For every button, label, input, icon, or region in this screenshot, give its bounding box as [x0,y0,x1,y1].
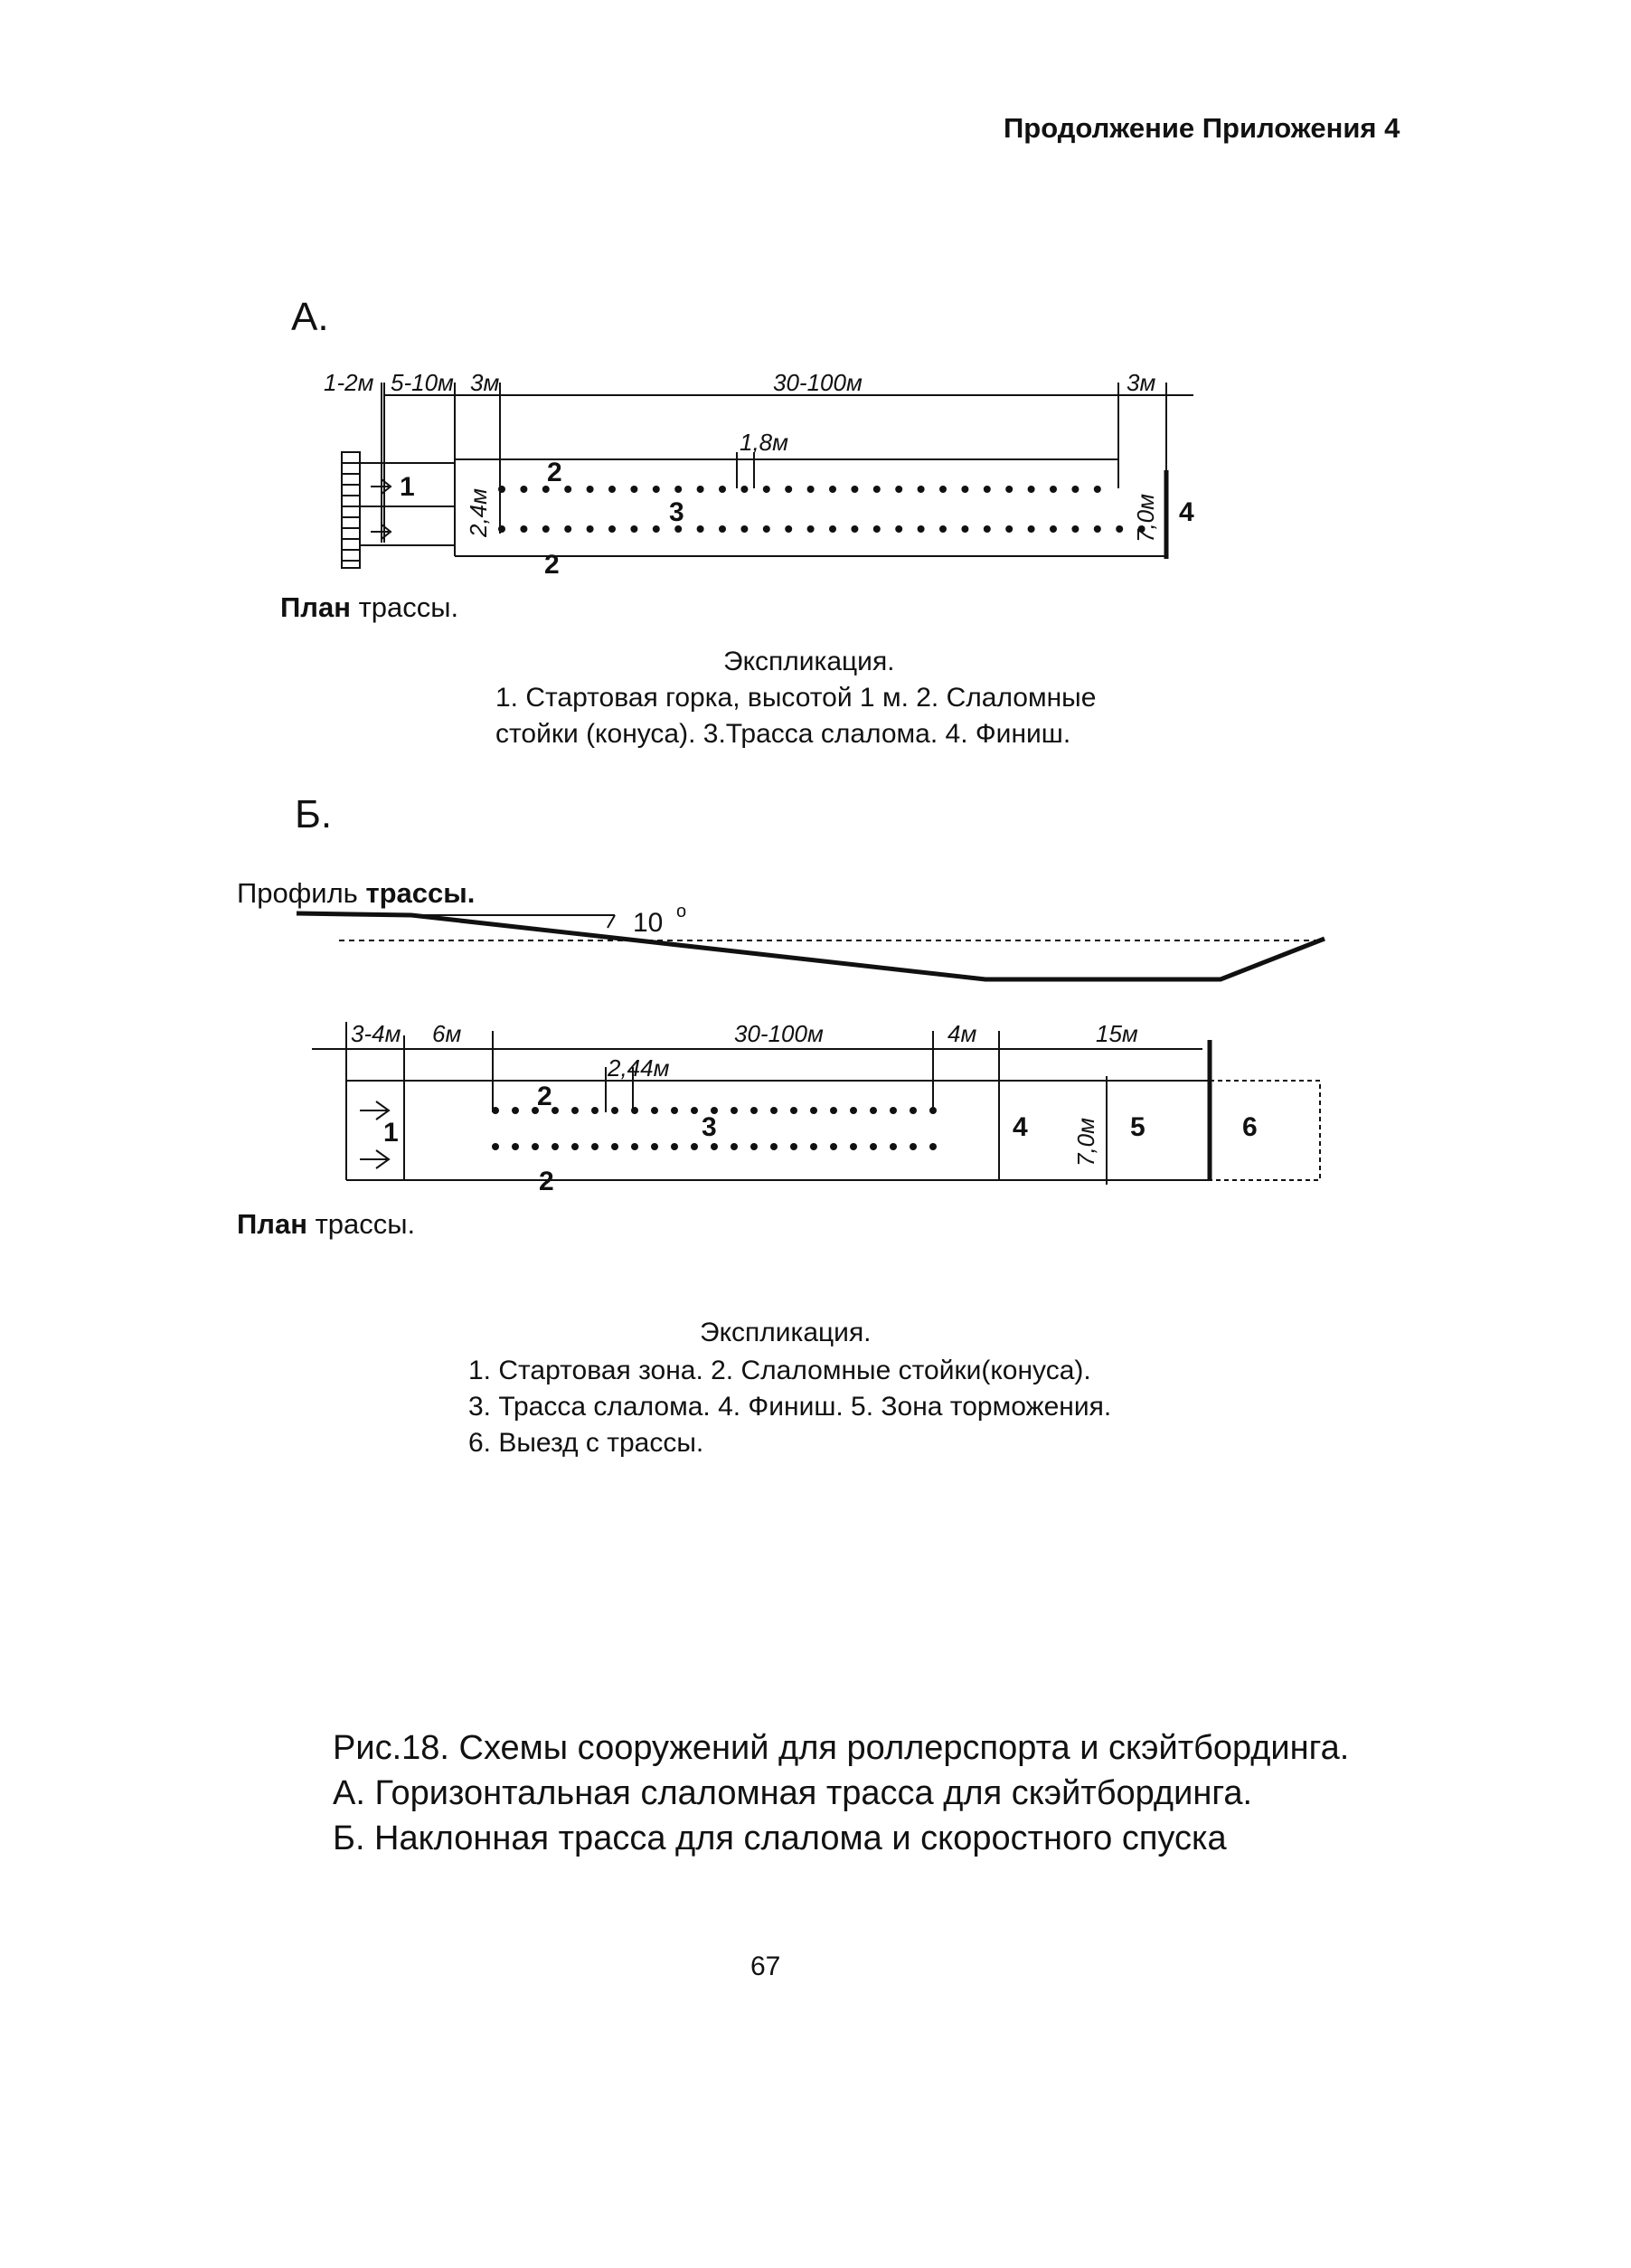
explication-line-a-2: стойки (конуса). 3.Трасса слалома. 4. Финиш. [495,719,1071,749]
plan-caption-a: План трассы. [280,591,459,623]
cone-dot [810,1107,817,1114]
explication-title-a: Экспликация. [723,647,895,676]
dim-step-b: 2,44м [608,1054,670,1082]
cone-dot [870,1107,877,1114]
start-arrow-icon [360,1150,389,1168]
cone-dot [532,1143,539,1150]
cone-dot [770,1143,778,1150]
label-2-bottom-a: 2 [544,550,560,580]
dim-step-a: 1,8м [740,429,788,456]
section-a-label: А. [291,295,329,339]
cone-dot [552,1143,559,1150]
cone-dot [492,1107,499,1114]
cone-dot [591,1107,599,1114]
cone-dot [750,1107,758,1114]
section-b-label: Б. [295,792,333,836]
cone-dot [611,1143,618,1150]
dim-gap-b: 4м [947,1020,977,1047]
angle-value: 10 [633,908,664,938]
cone-dot [552,1107,559,1114]
figure-caption [333,1725,1349,1861]
cone-dot [910,1107,917,1114]
profile-line [297,913,1325,979]
cone-dot [790,1107,797,1114]
figure-caption-line-3: Б. Наклонная трасса для слалома и скоростного спуска [333,1819,1227,1857]
explication-title-b: Экспликация. [700,1318,872,1347]
start-arrow-icon [360,1101,389,1120]
cone-dot [651,1143,658,1150]
cone-dot [890,1143,897,1150]
cone-dot [631,1107,638,1114]
plan-caption-b: План трассы. [237,1208,416,1240]
cone-dot [929,1107,937,1114]
cone-dot [750,1143,758,1150]
dim-width-a: 2,4м [465,488,492,537]
cone-dot [492,1143,499,1150]
label-5-b: 5 [1130,1112,1145,1142]
explication-line-b-3: 6. Выезд с трассы. [468,1428,704,1458]
cone-dot [631,1143,638,1150]
cone-dot [671,1143,678,1150]
cone-dot [591,1143,599,1150]
cone-dot [571,1107,579,1114]
figure-caption-line-2: А. Горизонтальная слаломная трасса для скэйтбординга. [333,1774,1253,1812]
label-2-top-a: 2 [547,458,562,487]
appendix-header: Продолжение Приложения 4 [1004,112,1400,144]
dim-finish-width-b: 7,0м [1072,1118,1099,1167]
cone-row-bottom-b [492,1143,937,1150]
angle-unit: o [676,902,687,921]
dim-start-b: 3-4м [351,1020,401,1047]
cone-dot [810,1143,817,1150]
cone-dot [830,1143,837,1150]
cone-dot [611,1107,618,1114]
cone-dot [671,1107,678,1114]
dim-run-a: 5-10м [391,369,454,396]
dim-start-a: 1-2м [324,369,374,396]
profile-caption-b: Профиль трассы. [237,877,476,909]
label-3-a: 3 [669,497,684,527]
dim-end-a: 3м [1127,369,1156,396]
cone-dot [910,1143,917,1150]
page-number: 67 [750,1951,781,1981]
cone-dot [890,1107,897,1114]
exit-zone-outline [1210,1081,1320,1180]
label-1-b: 1 [383,1118,399,1148]
dim-run-b: 6м [432,1020,462,1047]
cone-dot [512,1143,519,1150]
cone-dot [512,1107,519,1114]
cone-dot [731,1107,738,1114]
figure-caption-line-1: Рис.18. Схемы сооружений для роллерспорта и скэйтбординга. [333,1729,1350,1767]
cone-dot [731,1143,738,1150]
cone-dot [651,1107,658,1114]
cone-dot [929,1143,937,1150]
cone-dot [691,1107,698,1114]
dim-finish-width-a: 7,0м [1132,494,1159,543]
label-3-b: 3 [702,1112,717,1142]
cone-dot [870,1143,877,1150]
label-2-bottom-b: 2 [539,1167,554,1196]
cone-dot [850,1107,857,1114]
label-6-b: 6 [1242,1112,1258,1142]
profile-drawing [297,913,1325,979]
cone-dot [790,1143,797,1150]
explication-line-a-1: 1. Стартовая горка, высотой 1 м. 2. Слаломные [495,683,1097,713]
dim-course-b: 30-100м [734,1020,824,1047]
label-4-b: 4 [1013,1112,1028,1142]
label-4-a: 4 [1179,497,1194,527]
explication-line-b-1: 1. Стартовая зона. 2. Слаломные стойки(конуса). [468,1356,1091,1385]
label-1-a: 1 [400,472,415,502]
cone-dot [770,1107,778,1114]
cone-dot [850,1143,857,1150]
cone-dot [571,1143,579,1150]
cone-dot [691,1143,698,1150]
dim-course-a: 30-100м [773,369,863,396]
cone-dot [830,1107,837,1114]
dim-gap-a: 3м [470,369,500,396]
explication-line-b-2: 3. Трасса слалома. 4. Финиш. 5. Зона торможения. [468,1392,1112,1422]
label-2-top-b: 2 [537,1082,552,1111]
dim-brake-b: 15м [1096,1020,1138,1047]
cone-dot [711,1143,718,1150]
